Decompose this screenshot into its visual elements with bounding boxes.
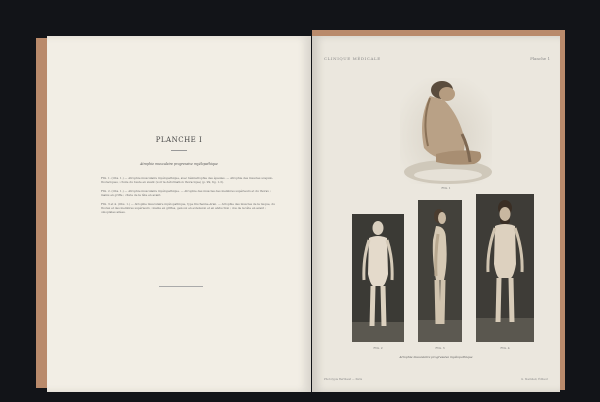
photo-figure-1 [400,78,492,184]
figure-caption: FIG. 3 et 4. (Obs. 1.) — Atrophie musculaire myélopathique, type Duchenne-Aran. — Atrophie des muscles de la nuque, du thorax et des membres supérieurs ; mains en griffes, genoux en extension et en abduction ; dos de la tête en avant ; omoplates ailées. [101,202,275,214]
figure-label: FIG. 4 [500,346,510,350]
figure-label: FIG. 1 [441,186,451,190]
bottom-rule [159,286,203,287]
figure-caption: FIG. 2. (Obs. 1.) — Atrophie musculaire myélopathique. — Atrophie des muscles des membres supérieurs et du thorax ; mains en griffe ; chute de la tête en avant. [101,189,271,197]
running-head: CLINIQUE MÉDICALE [324,56,381,61]
caption-heading: Atrophie musculaire progressive myélopathique [140,162,218,166]
plate-caption: Atrophie musculaire progressive myélopathique [399,355,473,359]
figure-label: FIG. 2 [373,346,383,350]
photo-figure-2 [352,214,404,342]
plate-title: PLANCHE I [155,136,203,144]
footer-publisher: G. Steinheil, Éditeur [521,378,548,381]
figure-caption: FIG. 1. (Obs. 1.) — Atrophie musculaire myélopathique, avec hémiatrophie des épaules. — Atrophie des muscles scapulo-thoraciques ; chute du buste en avant (voir la déformation thoracique) (p. 99, fig. 1-3). [101,176,274,184]
photo-figure-3 [418,200,462,342]
title-rule [171,150,187,151]
right-page [312,36,560,392]
plate-number: Planche 1 [530,56,550,61]
figure-label: FIG. 3 [435,346,445,350]
footer-printer: Phototypie Berthaud — Paris [324,378,363,381]
left-page [47,36,311,392]
photo-figure-4 [476,194,534,342]
